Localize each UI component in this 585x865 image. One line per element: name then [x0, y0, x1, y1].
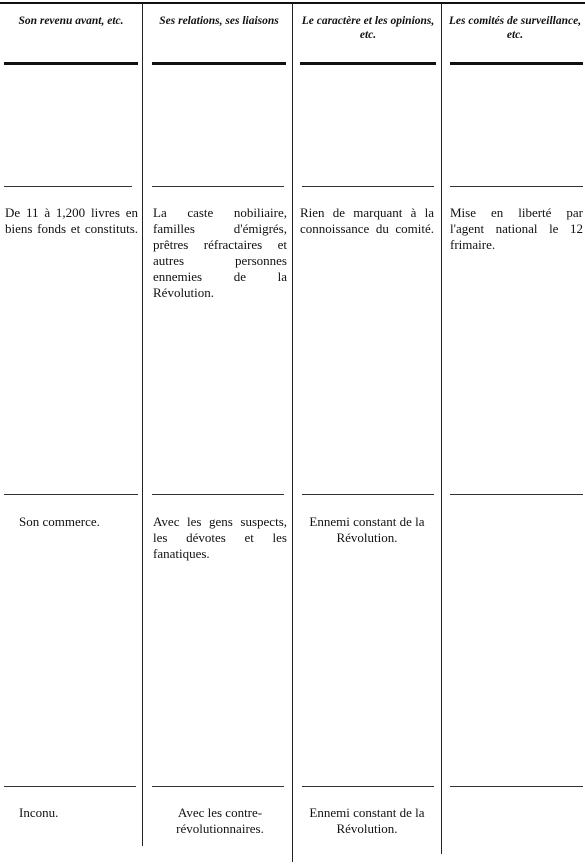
header-rule: [450, 62, 583, 65]
cell-revenu: Son commerce.: [19, 514, 100, 529]
row-separator: [4, 494, 138, 495]
row-separator: [4, 186, 132, 187]
row-separator: [152, 186, 284, 187]
header-rule: [300, 62, 436, 65]
column-divider: [142, 4, 143, 846]
row-separator: [450, 494, 583, 495]
cell-comites: Mise en liberté par l'agent national le 12 frimaire.: [450, 205, 583, 252]
row-separator: [302, 186, 434, 187]
header-comites: Les comités de surveillance, etc.: [448, 15, 582, 41]
row-separator: [152, 494, 284, 495]
header-rule: [4, 62, 138, 65]
cell-relations: Avec les gens suspects, les dévotes et les fanatiques.: [153, 514, 287, 561]
cell-caractere: Rien de marquant à la connoissance du comité.: [300, 205, 434, 236]
cell-relations: La caste nobiliaire, familles d'émigrés, prêtres réfractaires et autres personnes ennemies de la Révolution.: [153, 205, 287, 300]
cell-caractere: Ennemi constant de la Révolution.: [309, 514, 425, 545]
header-caractere: Le caractère et les opinions, etc.: [301, 15, 435, 41]
row-separator: [302, 786, 434, 787]
cell-relations: Avec les contre-révolutionnaires.: [176, 805, 264, 836]
row-separator: [4, 786, 136, 787]
header-revenu: Son revenu avant, etc.: [18, 15, 124, 27]
cell-caractere: Ennemi constant de la Révolution.: [309, 805, 425, 836]
row-separator: [302, 494, 434, 495]
column-divider: [292, 4, 293, 862]
row-separator: [152, 786, 284, 787]
cell-revenu: De 11 à 1,200 livres en biens fonds et constituts.: [5, 205, 138, 236]
header-relations: Ses relations, ses liaisons: [159, 15, 279, 27]
column-divider: [441, 4, 442, 854]
row-separator: [450, 186, 583, 187]
row-separator: [450, 786, 583, 787]
cell-revenu: Inconu.: [19, 805, 59, 820]
header-rule: [152, 62, 286, 65]
